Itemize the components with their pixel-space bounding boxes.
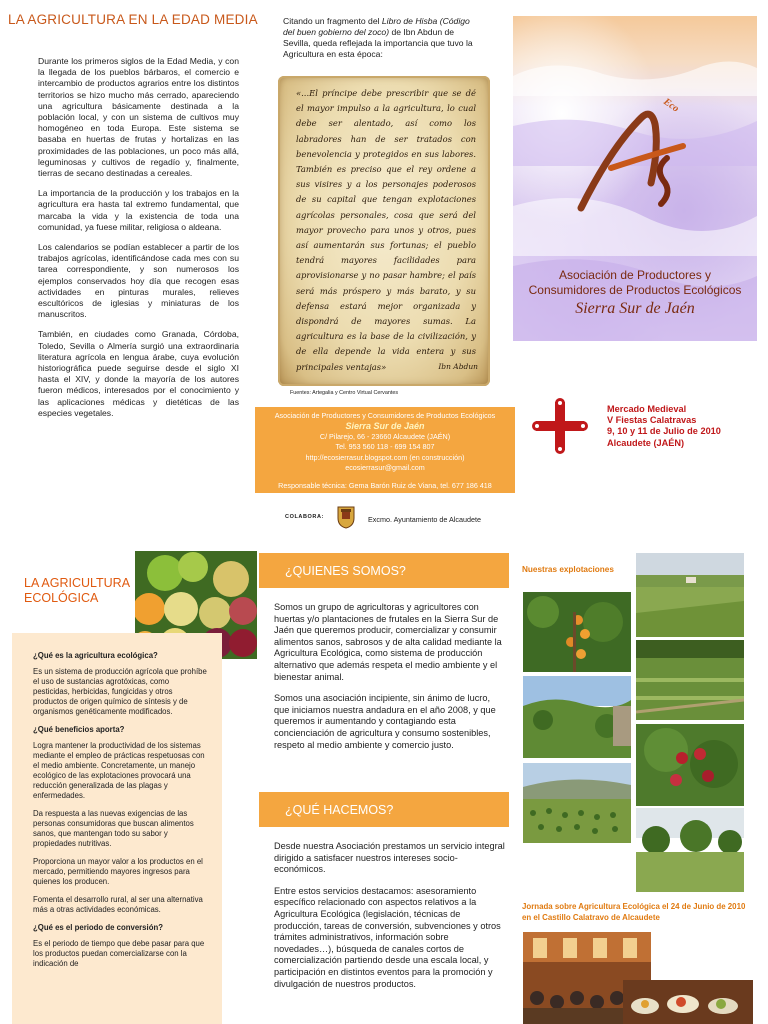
- calatrava-cross-icon: [532, 398, 588, 454]
- answer-1: Es un sistema de producción agrícola que prohíbe el uso de sustancias agrotóxicas, como pesticidas, herbicidas, fungicidas y otros productos de origen químico de síntesis y de organismos genéticamente modificados.: [33, 667, 207, 716]
- contact-phones: Tel. 953 560 118 - 699 154 807: [335, 442, 435, 452]
- citation-intro-b: de Ibn Abdun de Sevilla, queda reflejada la importancia que tuvo la Agricultura en esta época:: [283, 27, 473, 59]
- contact-address: C/ Pilarejo, 66 - 23660 Alcaudete (JAÉN): [319, 431, 451, 441]
- ecologica-title-line1: LA AGRICULTURA: [24, 576, 131, 590]
- logo-eco-word: Eco: [661, 96, 681, 115]
- citation-source: Fuentes: Artegalia y Centro Virtual Cervantes: [290, 390, 399, 396]
- answer-2-1: Logra mantener la productividad de los sistemas mediante el empleo de prácticas respetuosas con el medio ambiente. Concretamente, un manejo ecológico de las explotaciones provocará una reducción generalizada de las plagas y enfermedades.: [33, 741, 205, 800]
- hacemos-header: ¿QUÉ HACEMOS?: [259, 792, 509, 827]
- olive-hills-photo: [523, 763, 631, 843]
- contact-box: [255, 407, 515, 493]
- quote-signature: Ibn Abdun: [438, 362, 478, 371]
- answer-2-2: Da respuesta a las nuevas exigencias de las personas consumidoras que buscan alimentos sanos, que mantengan todo su sabor y propiedades nutritivas.: [33, 809, 194, 848]
- qa-content: [33, 651, 208, 977]
- cover-org-line1: Asociación de Productores y: [558, 268, 712, 282]
- contact-name: Sierra Sur de Jaén: [345, 421, 425, 432]
- ecologica-title-line2: ECOLÓGICA: [24, 591, 99, 605]
- citation-intro-a: Citando un fragmento del: [283, 16, 382, 26]
- qa-box: [12, 633, 222, 1024]
- orchard-rows-photo: [636, 640, 744, 720]
- quienes-body: [274, 602, 506, 761]
- citation-intro: [283, 16, 473, 60]
- medieval-paragraph: La importancia de la producción y los trabajos en la agricultura era hasta tal extremo fundamental, que marcaba la vida y la existencia de toda una comunidad, ya fuese militar, religiosa o aldeana.: [38, 188, 239, 232]
- medieval-body: [38, 56, 239, 428]
- contact-responsible: Responsable técnica: Gema Barón Ruiz de Viana, tel. 677 186 418: [278, 481, 492, 491]
- quienes-paragraph-1: Somos un grupo de agricultoras y agricultores con huertas y/o plantaciones de frutales en la Sierra Sur de Jaén que queremos producir, comercializar y consumir alimentos sanos, sabrosos y de alta calidad mediante la Agricultura Ecológica, como sistema de producción alternativo que además respeta el medio ambiente y el bienestar animal.: [274, 602, 502, 682]
- cover-org-line3: Sierra Sur de Jaén: [575, 300, 695, 317]
- eco-logo-icon: [571, 88, 711, 218]
- collab-label: COLABORA:: [285, 514, 325, 520]
- medieval-paragraph: Durante los primeros siglos de la Edad Media, y con la llegada de los pueblos bárbaros, el comercio e intercambio de productos agrarios entre los distintos territorios se hizo mucho más cerrado, apareciendo una agricultura básicamente destinada a la población local, y con un sistema de cultivos muy homogéneo en toda Europa. Este sistema se basaba en huertas de frutas y hortalizas en las proximidades de las poblaciones, un poco más allá, leguminosas y cultivos de regadío y, finalmente, tierras de secano destinadas a cereales.: [38, 56, 239, 179]
- ecologica-title: [24, 576, 130, 606]
- event-title: Mercado Medieval: [607, 404, 687, 414]
- peach-tree-photo: [636, 724, 744, 806]
- trees-field-photo: [636, 808, 744, 892]
- jornada-caption: Jornada sobre Agricultura Ecológica el 24 de Junio de 2010 en el Castillo Calatravo de Alcaudete: [522, 902, 746, 922]
- question-2: ¿Qué beneficios aporta?: [33, 725, 125, 734]
- quienes-paragraph-2: Somos una asociación incipiente, sin ánimo de lucro, que iniciamos nuestra andadura en el año 2008, y que queremos ir aumentando y contagiando esta concienciación de agricultura y consumo sostenibles, respeto al medio ambiente y comercio justo.: [274, 693, 496, 750]
- event-place: Alcaudete (JAÉN): [607, 437, 685, 448]
- quote-text: «...El príncipe debe prescribir que se dé el mayor impulso a la agricultura, lo cual debe ser alentado, así como los labradores han de ser tratados con benevolencia y protegidos en sus labores. También es preciso que el rey ordene a sus visires y a los personajes poderosos de su capital que tengan explotaciones agrícolas personales, cosa que será del mayor provecho para unos y otros, pues así aumentarán sus fortunas; el pueblo tendrá mayores facilidades para aprovisionarse y no pasar hambre; el país será más próspero y más barato, y su defensa estará mejor organizada y dispondrá de mayores sumas. La agricultura es la base de la civilización, y de ella depende la vida entera y sus principales ventajas»: [296, 88, 476, 372]
- event-info: [607, 404, 721, 449]
- medieval-title: LA AGRICULTURA EN LA EDAD MEDIA: [8, 12, 258, 27]
- cover-org-line2: Consumidores de Productos Ecológicos: [528, 283, 742, 297]
- quienes-header: ¿QUIENES SOMOS?: [259, 553, 509, 588]
- event-sub: V Fiestas Calatravas: [607, 415, 697, 426]
- citation-book: Libro de Hisba (Código del buen gobierno del zoco): [283, 16, 470, 37]
- event-dates: 9, 10 y 11 de Julio de 2010: [607, 426, 721, 437]
- collab-name: Excmo. Ayuntamiento de Alcaudete: [368, 515, 481, 524]
- answer-3: Es el periodo de tiempo que debe pasar para que los productos puedan comercializarse con la indicación de: [33, 939, 205, 968]
- medieval-paragraph: Los calendarios se podían establecer a partir de los trabajos agrícolas, identificándose cada mes con su tarea correspondiente, y son numerosos los ejemplos conservados hoy día que recogen esas actividades en pinturas murales, relieves escultóricos de iglesias y miniaturas de los manuscritos.: [38, 242, 239, 320]
- contact-email[interactable]: ecosierrasur@gmail.com: [345, 463, 425, 473]
- question-3: ¿Qué es el periodo de conversión?: [33, 923, 163, 932]
- medieval-paragraph: También, en ciudades como Granada, Córdoba, Toledo, Sevilla o Almería surgió una extraordinaria literatura agrícola en lengua árabe, cuya evolución historiográfica puede seguirse desde el siglo XI hasta el XIV, y donde la mayoría de los autores fueron médicos, interesados por el conocimiento y las aplicaciones médicas y dietéticas de las especies vegetales.: [38, 329, 239, 418]
- hacemos-paragraph-1: Desde nuestra Asociación prestamos un servicio integral dirigido a satisfacer nuestros intereses socio-económicos.: [274, 841, 505, 875]
- hacemos-paragraph-2: Entre estos servicios destacamos: asesoramiento específico relacionado con aspectos relativos a la Agricultura Ecológica (legislación, técnicas de producción, tareas de conversión, subvenciones y otros trámites administrativos, información sobre novedades…), búsqueda de canales cortos de comercialización partiendo desde una escala local, y participación en distintos eventos para la promoción y divulgación de nuestros productos.: [274, 885, 501, 989]
- question-1: ¿Qué es la agricultura ecológica?: [33, 651, 158, 660]
- contact-association: Asociación de Productores y Consumidores de Productos Ecológicos: [274, 411, 496, 420]
- apricot-tree-photo: [523, 592, 631, 672]
- contact-web[interactable]: http://ecosierrasur.blogspot.com (en construcción): [305, 452, 465, 462]
- parchment-quote: [278, 76, 490, 386]
- field-photo: [636, 553, 744, 637]
- town-shield-icon: [337, 505, 355, 529]
- answer-2-3: Proporciona un mayor valor a los productos en el mercado, permitiendo mayores ingresos para quienes los producen.: [33, 857, 203, 886]
- cover-hero: [513, 16, 757, 341]
- valley-photo: [523, 676, 631, 758]
- jornada-food-photo: [623, 980, 753, 1024]
- explotaciones-title: Nuestras explotaciones: [522, 565, 614, 574]
- answer-2-4: Fomenta el desarrollo rural, al ser una alternativa más a otras actividades económicas.: [33, 895, 203, 914]
- hacemos-body: [274, 841, 506, 1000]
